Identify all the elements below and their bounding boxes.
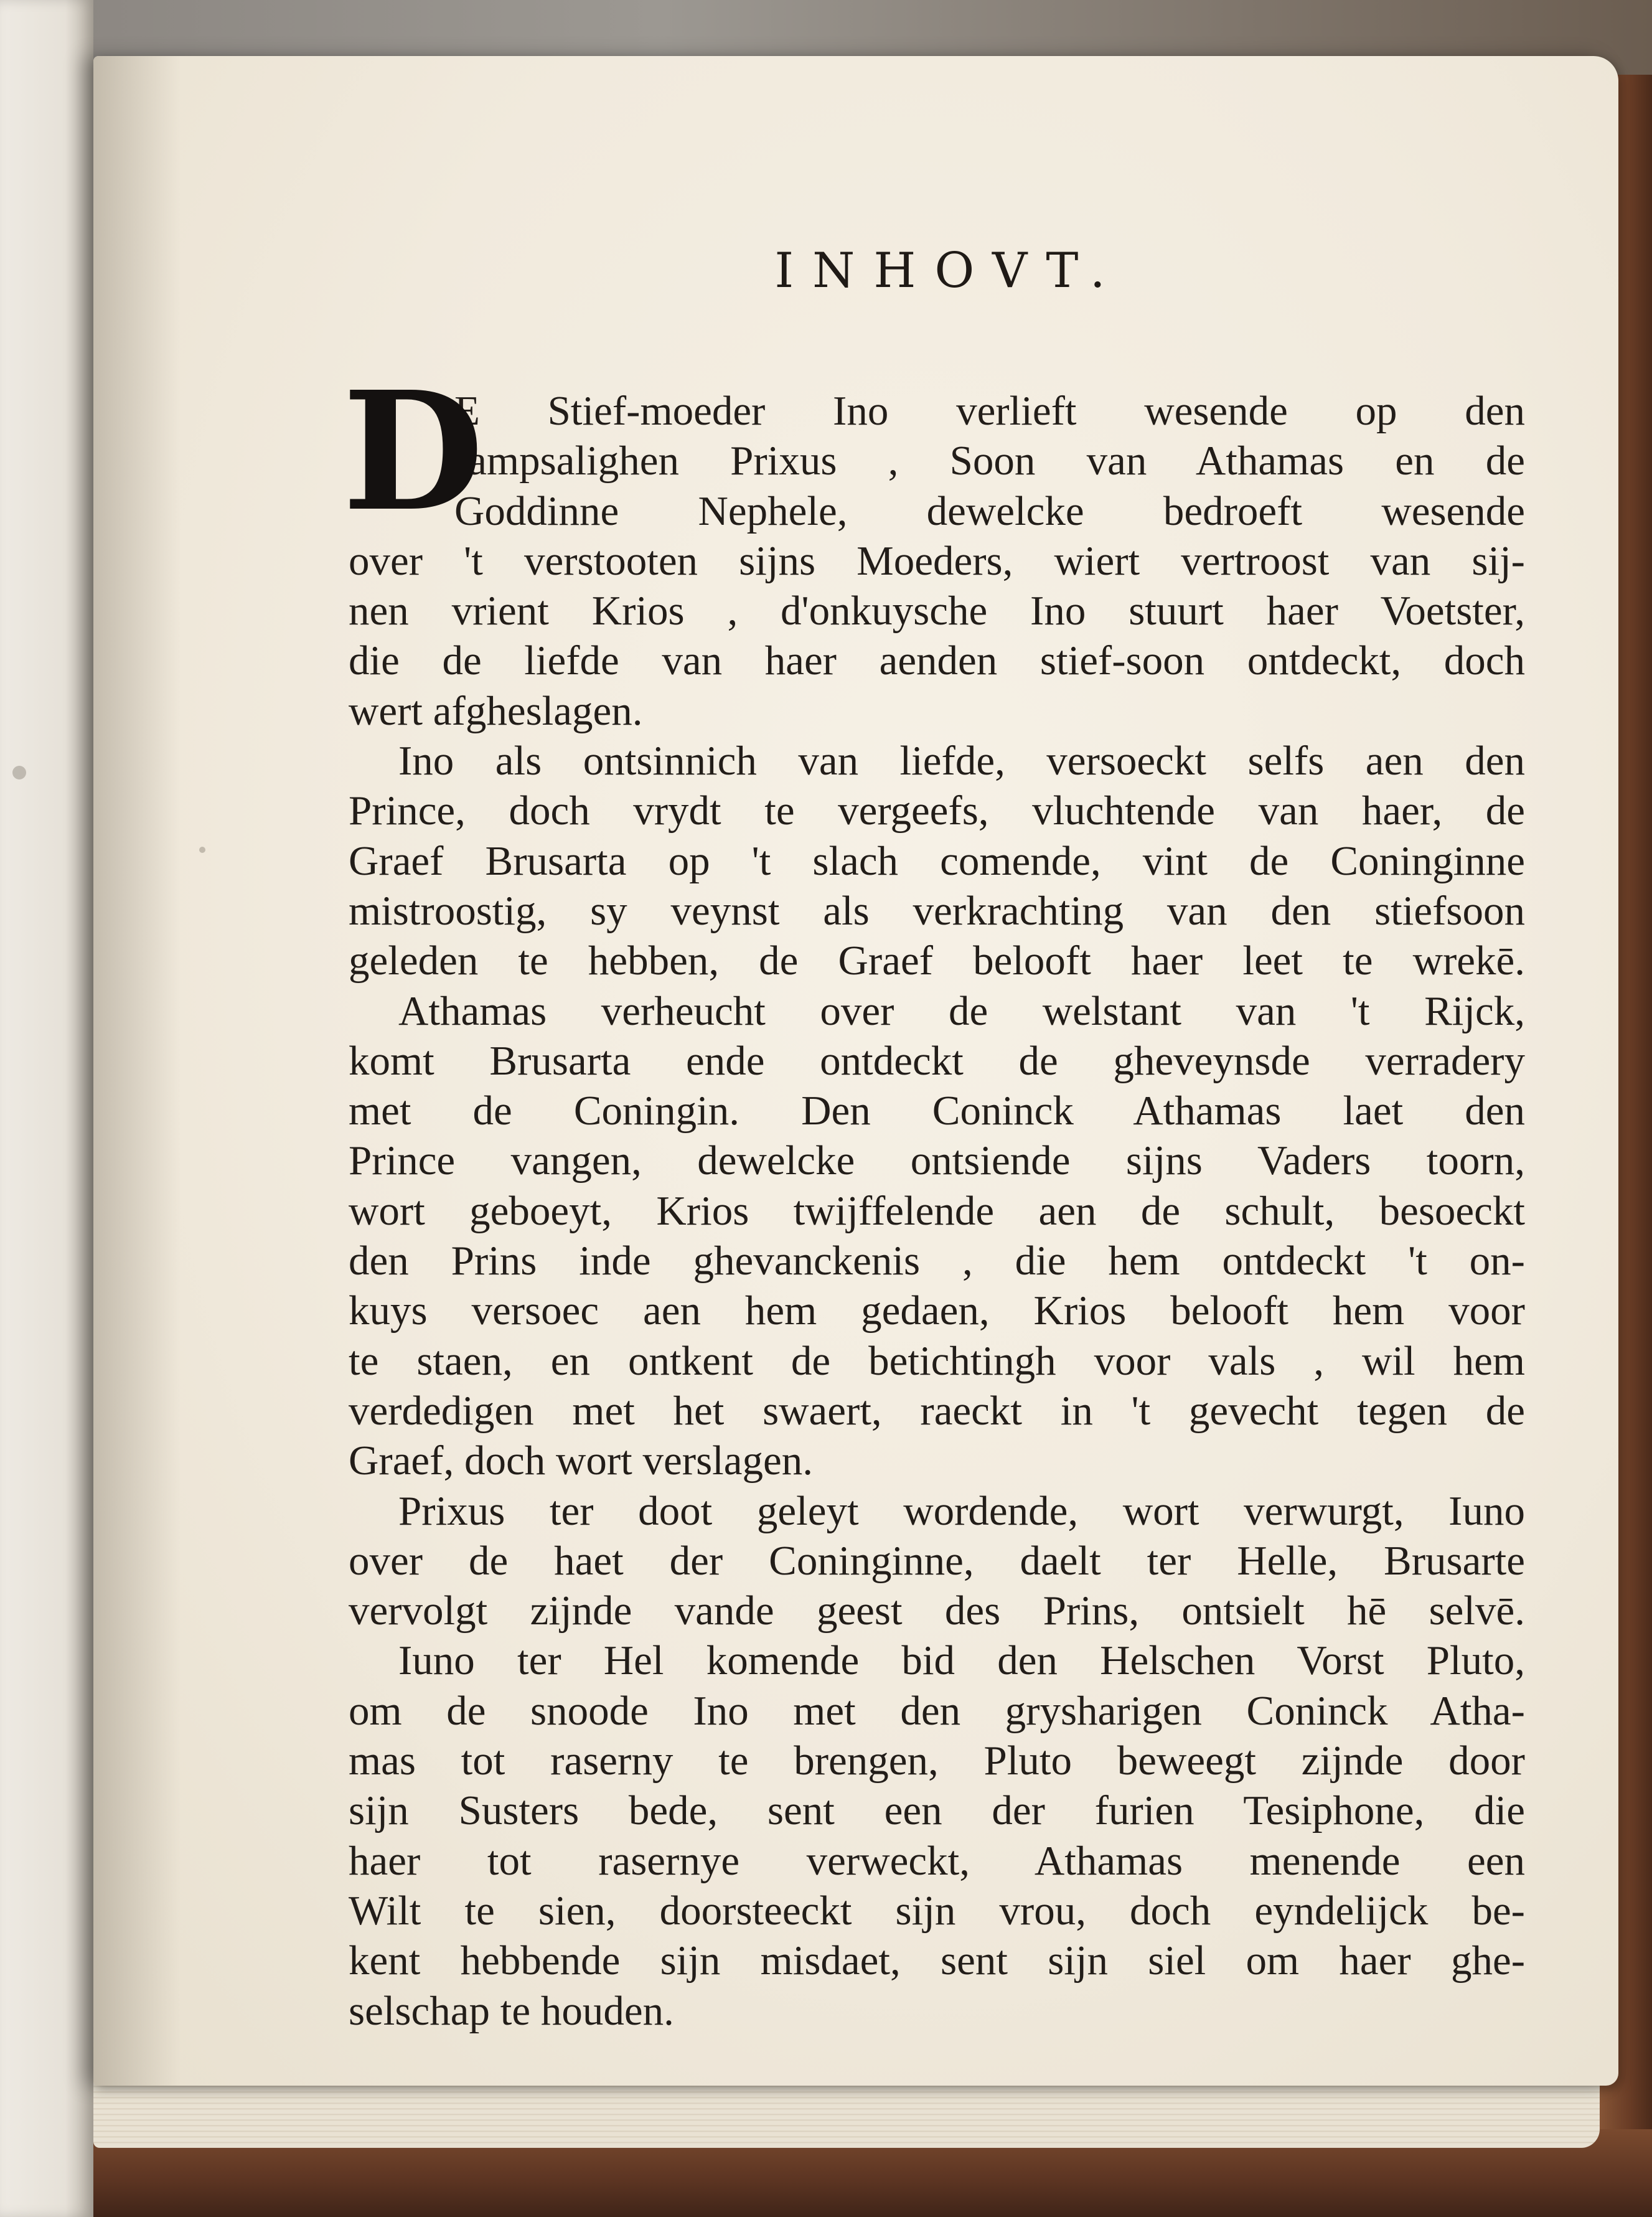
text-line: komt Brusarta ende ontdeckt de gheveynsde verradery bbox=[349, 1037, 1525, 1084]
paper-spot bbox=[12, 766, 26, 779]
text-line: wort geboeyt, Krios twijffelende aen de schult, besoeckt bbox=[349, 1187, 1525, 1234]
text-line: Graef, doch wort verslagen. bbox=[349, 1438, 813, 1484]
text-line: E Stief-moeder Ino verlieft wesende op den bbox=[454, 388, 1525, 434]
drop-cap-initial: D bbox=[342, 355, 484, 547]
text-line: met de Coningin. Den Coninck Athamas laet den bbox=[349, 1088, 1525, 1134]
text-line: sijn Susters bede, sent een der furien Tesiphone, die bbox=[349, 1787, 1525, 1834]
text-line: wert afgheslagen. bbox=[349, 687, 643, 734]
text-line: Ino als ontsinnich van liefde, versoeckt selfs aen den bbox=[398, 738, 1525, 784]
text-line: Athamas verheucht over de welstant van 't Rijck, bbox=[398, 987, 1525, 1034]
text-line: die de liefde van haer aenden stief-soon ontdeckt, doch bbox=[349, 638, 1525, 684]
text-line: mistroostig, sy veynst als verkrachting van den stiefsoon bbox=[349, 887, 1525, 934]
gutter-shadow bbox=[93, 56, 181, 2086]
paper-spot bbox=[199, 847, 205, 853]
book-page bbox=[93, 56, 1618, 2086]
text-line: Prince vangen, dewelcke ontsiende sijns Vaders toorn, bbox=[349, 1137, 1525, 1184]
text-line: verdedigen met het swaert, raeckt in 't gevecht tegen de bbox=[349, 1387, 1525, 1434]
text-line: mas tot raserny te brengen, Pluto beweegt zijnde door bbox=[349, 1738, 1525, 1784]
page-heading: INHOVT. bbox=[774, 243, 1124, 299]
text-line: over 't verstooten sijns Moeders, wiert vertroost van sij- bbox=[349, 537, 1525, 584]
paragraph-5 bbox=[349, 1636, 1525, 2035]
text-line: Prince, doch vrydt te vergeefs, vluchtende van haer, de bbox=[349, 788, 1525, 834]
text-line: Prixus ter doot geleyt wordende, wort verwurgt, Iuno bbox=[398, 1487, 1525, 1534]
text-line: om de snoode Ino met den grysharigen Coninck Atha- bbox=[349, 1687, 1525, 1734]
paragraph-4 bbox=[349, 1486, 1525, 1636]
text-line: nen vrient Krios , d'onkuysche Ino stuurt haer Voetster, bbox=[349, 588, 1525, 634]
text-line: te staen, en ontkent de betichtingh voor vals , wil hem bbox=[349, 1337, 1525, 1384]
paragraph-1 bbox=[342, 355, 1525, 736]
page-body-text bbox=[342, 355, 1525, 2036]
text-line: geleden te hebben, de Graef belooft haer leet te wrekē. bbox=[349, 938, 1525, 984]
text-line: over de haet der Coninginne, daelt ter Helle, Brusarte bbox=[349, 1537, 1525, 1584]
text-line: Graef Brusarta op 't slach comende, vint de Coninginne bbox=[349, 837, 1525, 884]
text-line: rampsalighen Prixus , Soon van Athamas en de bbox=[454, 438, 1525, 484]
text-line: haer tot rasernye verweckt, Athamas menende een bbox=[349, 1837, 1525, 1884]
text-line: Goddinne Nephele, dewelcke bedroeft wesende bbox=[454, 487, 1525, 534]
text-line: Iuno ter Hel komende bid den Helschen Vorst Pluto, bbox=[398, 1637, 1525, 1684]
paragraph-2 bbox=[349, 736, 1525, 986]
text-line: kent hebbende sijn misdaet, sent sijn siel om haer ghe- bbox=[349, 1937, 1525, 1984]
paragraph-3 bbox=[349, 986, 1525, 1486]
text-line: den Prins inde ghevanckenis , die hem ontdeckt 't on- bbox=[349, 1238, 1525, 1284]
text-line: Wilt te sien, doorsteeckt sijn vrou, doch eyndelijck be- bbox=[349, 1887, 1525, 1934]
text-line: selschap te houden. bbox=[349, 1987, 674, 2034]
facing-left-page bbox=[0, 0, 93, 2217]
text-line: kuys versoec aen hem gedaen, Krios belooft hem voor bbox=[349, 1287, 1525, 1334]
text-line: vervolgt zijnde vande geest des Prins, ontsielt hē selvē. bbox=[349, 1588, 1525, 1634]
